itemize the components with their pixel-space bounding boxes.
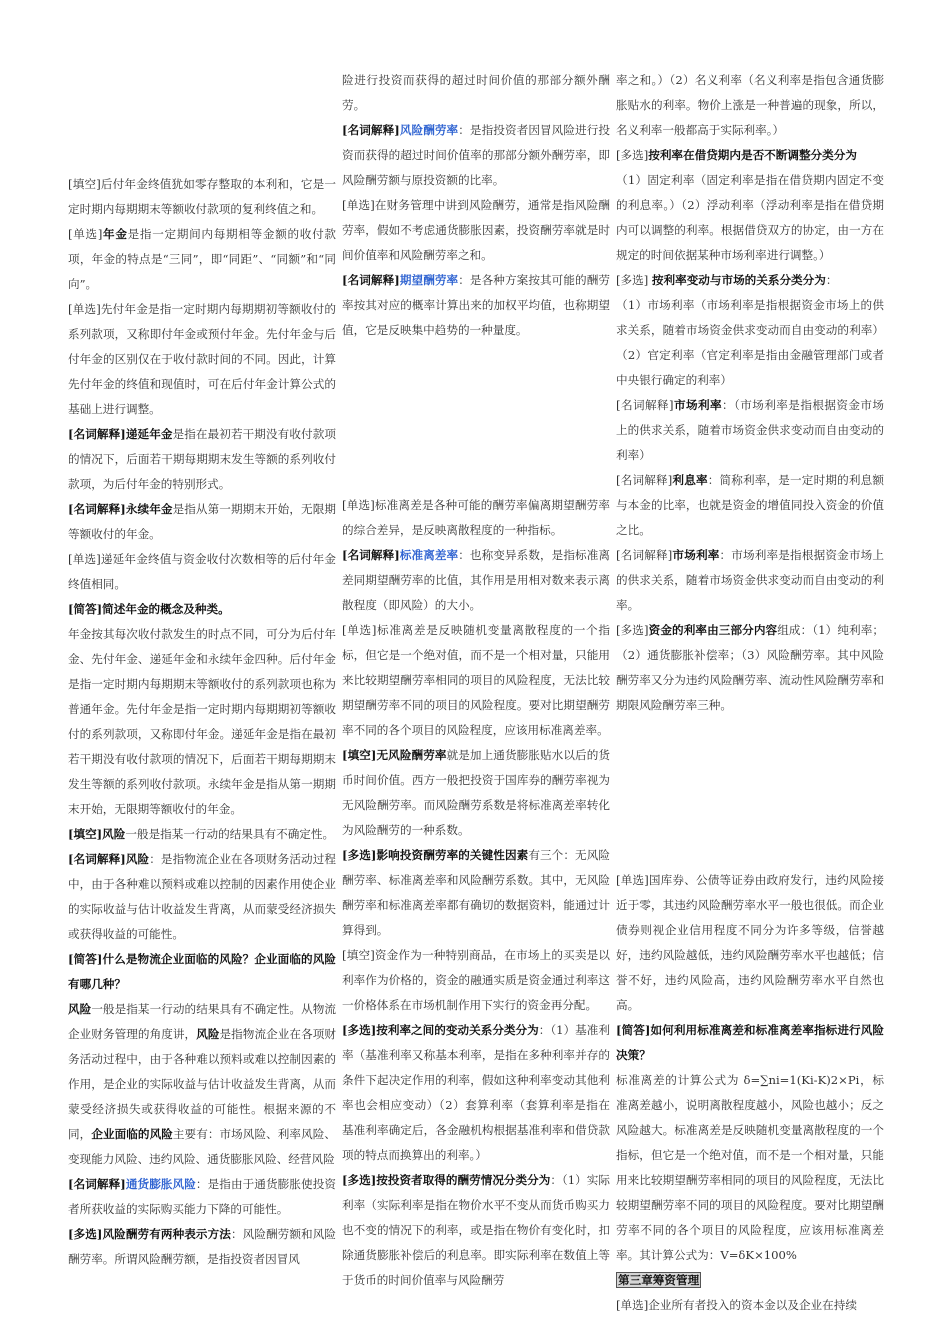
entry-paragraph xyxy=(68,172,336,222)
entry-text: [单选]递延年金终值与资金收付次数相等的后付年金终值相同。 xyxy=(68,552,336,591)
entry-text: ：（1）基准利率（基准利率又称基本利率，是指在多种利率并存的条件下起决定作用的利率，假如这种利率变动其他利率也会相应变动）（2）套算利率（套算利率是指在基准利率确定后，各金融机构根据基准利率和借贷款项的特点而换算出的利率。） xyxy=(342,1023,610,1162)
entry-tag: [名词解释] xyxy=(342,273,400,287)
entry-paragraph xyxy=(342,493,610,543)
entry-tag: [名词解释] xyxy=(342,548,400,562)
entry-text: 标准离差的计算公式为 δ=∑ni=1(Ki-K)2×Pi，标准离差越小，说明离散程度越小，风险也越小；反之风险越大。标准离差是反映随机变量离散程度的一个指标，但它是一个绝对值，而不是一个相对量，只能用来比较期望酬劳率相同的项目的风险程度，无法比较期望酬劳率不同的项目的风险程度。要对比期望酬劳率不同的各个项目的风险程度，应该用标准离差率。其计算公式为：V=δK×100% xyxy=(616,1073,884,1262)
text-column-left xyxy=(68,172,336,1272)
text-column-right xyxy=(616,68,884,1318)
entry-paragraph xyxy=(68,1172,336,1222)
entry-text: （1）固定利率（固定利率是指在借贷期内固定不变的利息率。）（2）浮动利率（浮动利率是指在借贷期内可以调整的利率。根据借贷双方的协定，由一方在规定的时间依据某种市场利率进行调整。） xyxy=(616,173,884,262)
entry-paragraph xyxy=(68,297,336,422)
entry-paragraph xyxy=(616,468,884,543)
entry-text: [多选] xyxy=(616,148,649,162)
entry-paragraph xyxy=(68,597,336,622)
entry-text: [名词解释] xyxy=(616,473,673,487)
entry-text: （1）市场利率（市场利率是指根据资金市场上的供求关系，随着市场资金供求变动而自由变动的利率）（2）官定利率（官定利率是指由金融管理部门或者中央银行确定的利率） xyxy=(616,298,884,387)
entry-text: [名词解释] xyxy=(616,398,674,412)
entry-text: 率之和。）（2）名义利率（名义利率是指包含通货膨胀贴水的利率。物价上涨是一种普遍的现象，所以，名义利率一般都高于实际利率。） xyxy=(616,73,884,137)
entry-paragraph xyxy=(616,618,884,718)
term-highlight: 永续年金 xyxy=(125,502,173,516)
entry-paragraph xyxy=(342,843,610,943)
entry-paragraph xyxy=(342,68,610,118)
entry-paragraph xyxy=(68,622,336,822)
entry-paragraph xyxy=(616,268,884,293)
entry-paragraph xyxy=(68,222,336,297)
entry-text: ：（1）实际利率（实际利率是指在物价水平不变从而货币购买力也不变的情况下的利率，或是指在物价有变化时，扣除通货膨胀补偿后的利息率。即实际利率在数值上等于货币的时间价值率与风险酬劳 xyxy=(342,1173,610,1287)
entry-paragraph xyxy=(68,997,336,1172)
entry-paragraph xyxy=(68,1222,336,1272)
entry-paragraph xyxy=(616,1268,884,1293)
term-highlight: 按利率变动与市场的关系分类分为 xyxy=(651,273,826,287)
entry-text: [多选] xyxy=(616,623,649,637)
entry-paragraph xyxy=(68,947,336,997)
entry-text: [名词解释] xyxy=(616,548,673,562)
entry-text: [填空]后付年金终值犹如零存整取的本利和，它是一定时期内每期期末等额收付款项的复利终值之和。 xyxy=(68,177,336,216)
entry-text: ：是指由于通货膨胀使投资者所获收益的实际购买能力下降的可能性。 xyxy=(68,1177,336,1216)
entry-paragraph xyxy=(342,193,610,268)
entry-text: 主要有：市场风险、利率风险、变现能力风险、违约风险、通货膨胀风险、经营风险 xyxy=(68,1127,336,1166)
entry-paragraph xyxy=(616,1018,884,1068)
term-highlight: 风险 xyxy=(196,1027,220,1041)
entry-text: [单选] xyxy=(68,227,103,241)
entry-text: 是指从第一期期末开始，无限期等额收付的年金。 xyxy=(68,502,336,541)
term-highlight: 期望酬劳率 xyxy=(399,273,459,287)
entry-paragraph xyxy=(68,497,336,547)
term-highlight: [多选]按利率之间的变动关系分类分为 xyxy=(342,1023,539,1037)
column-gap xyxy=(616,718,884,868)
term-highlight: 风险 xyxy=(102,827,126,841)
term-highlight: 递延年金 xyxy=(125,427,173,441)
term-highlight: [多选]影响投资酬劳率的关键性因素 xyxy=(342,848,529,862)
entry-paragraph xyxy=(616,393,884,468)
entry-text: [单选]先付年金是指一定时期内每期期初等额收付的系列款项，又称即付年金或预付年金。先付年金与后付年金的区别仅在于收付款时间的不同。因此，计算先付年金的终值和现值时，可在后付年金计算公式的基础上进行调整。 xyxy=(68,302,336,416)
entry-tag: [名词解释] xyxy=(68,427,126,441)
entry-paragraph xyxy=(616,1068,884,1268)
entry-text: 一般是指某一行动的结果具有不确定性。 xyxy=(125,827,335,841)
term-highlight: [简答]如何利用标准离差和标准离差率指标进行风险决策？ xyxy=(616,1023,884,1062)
term-highlight: [多选]风险酬劳有两种表示方法 xyxy=(68,1227,231,1241)
entry-text: 组成：（1）纯利率；（2）通货膨胀补偿率；（3）风险酬劳率。其中风险酬劳率又分为违约风险酬劳率、流动性风险酬劳率和期限风险酬劳率三种。 xyxy=(616,623,885,712)
entry-paragraph xyxy=(616,143,884,168)
entry-text: 就是加上通货膨胀贴水以后的货币时间价值。西方一般把投资于国库券的酬劳率视为无风险酬劳率。而风险酬劳系数是将标准离差率转化为风险酬劳的一种系数。 xyxy=(342,748,610,837)
entry-paragraph xyxy=(342,743,610,843)
term-highlight: 风险 xyxy=(68,1002,92,1016)
entry-text: 年金按其每次收付款发生的时点不同，可分为后付年金、先付年金、递延年金和永续年金四种。后付年金是指一定时期内每期期末等额收付的系列款项也称为普通年金。先付年金是指一定时期内每期期初等额收付的系列款项，又称即付年金。递延年金是指在最初若干期没有收付款项的情况下，后面若干期每期期末发生等额的系列收付款项。永续年金是指从第一期期末开始，无限期等额收付的年金。 xyxy=(68,627,336,816)
entry-text: ： xyxy=(825,273,838,287)
term-highlight: 利息率 xyxy=(672,473,708,487)
chapter-heading: 第三章筹资管理 xyxy=(618,1273,700,1287)
term-highlight: [填空]无风险酬劳率 xyxy=(342,748,447,762)
entry-text: [填空]资金作为一种特别商品，在市场上的买卖是以利率作为价格的，资金的融通实质是资金通过利率这一价格体系在市场机制作用下实行的资金再分配。 xyxy=(342,948,610,1012)
text-column-middle xyxy=(342,68,610,1293)
entry-paragraph xyxy=(68,847,336,947)
entry-text: [单选]企业所有者投入的资本金以及企业在持续 xyxy=(616,1298,857,1312)
column-gap xyxy=(342,343,610,493)
term-highlight: 年金 xyxy=(102,227,128,241)
entry-text: [多选] xyxy=(616,273,652,287)
term-highlight: 资金的利率由三部分内容 xyxy=(648,623,778,637)
entry-text: ：是各种方案按其可能的酬劳率按其对应的概率计算出来的加权平均值，也称期望值，它是反映集中趋势的一种量度。 xyxy=(342,273,610,337)
entry-paragraph xyxy=(68,422,336,497)
term-highlight: 通货膨胀风险 xyxy=(125,1177,196,1191)
entry-text: ：简称利率，是一定时期的利息额与本金的比率，也就是资金的增值同投入资金的价值之比。 xyxy=(616,473,884,537)
entry-paragraph xyxy=(68,822,336,847)
entry-text: ：是指物流企业在各项财务活动过程中，由于各种难以预料或难以控制的因素作用使企业的实际收益与估计收益发生背离，从而蒙受经济损失或获得收益的可能性。 xyxy=(68,852,336,941)
entry-paragraph xyxy=(342,618,610,743)
entry-text: ：（市场利率是指根据资金市场上的供求关系，随着市场资金供求变动而自由变动的利率） xyxy=(616,398,884,462)
entry-paragraph xyxy=(342,118,610,193)
entry-tag: [名词解释] xyxy=(342,123,400,137)
term-highlight: [简答]什么是物流企业面临的风险？企业面临的风险有哪几种？ xyxy=(68,952,336,991)
entry-text: [单选]国库券、公债等证券由政府发行，违约风险接近于零，其违约风险酬劳率水平一般也很低。而企业债券则视企业信用程度不同分为许多等级，信誉越好，违约风险越低，违约风险酬劳率水平也越低；信誉不好，违约风险高，违约风险酬劳率水平自然也高。 xyxy=(616,873,884,1012)
term-highlight: 风险 xyxy=(125,852,150,866)
entry-text: 险进行投资而获得的超过时间价值的那部分额外酬劳。 xyxy=(342,73,610,112)
entry-paragraph xyxy=(616,543,884,618)
entry-text: ：市场利率是指根据资金市场上的供求关系，随着市场资金供求变动而自由变动的利率。 xyxy=(616,548,884,612)
entry-text: [单选]标准离差是反映随机变量离散程度的一个指标，但它是一个绝对值，而不是一个相对量，只能用来比较期望酬劳率相同的项目的风险程度，无法比较期望酬劳率不同的项目的风险程度。要对比期望酬劳率不同的各个项目的风险程度，应该用标准离差率。 xyxy=(342,623,610,737)
entry-tag: [名词解释] xyxy=(68,502,126,516)
entry-paragraph xyxy=(616,68,884,143)
entry-text: ：是指投资者因冒风险进行投资而获得的超过时间价值率的那部分额外酬劳率，即风险酬劳额与原投资额的比率。 xyxy=(342,123,610,187)
entry-paragraph xyxy=(342,268,610,343)
entry-paragraph xyxy=(616,168,884,268)
entry-paragraph xyxy=(616,868,884,1018)
term-highlight: [多选]按投资者取得的酬劳情况分类分为 xyxy=(342,1173,551,1187)
entry-paragraph xyxy=(342,543,610,618)
entry-paragraph xyxy=(342,1168,610,1293)
term-highlight: 风险酬劳率 xyxy=(399,123,459,137)
term-highlight: 标准离差率 xyxy=(399,548,459,562)
entry-text: [单选]在财务管理中讲到风险酬劳，通常是指风险酬劳率，假如不考虑通货膨胀因素，投资酬劳率就是时间价值率和风险酬劳率之和。 xyxy=(342,198,610,262)
term-highlight: 市场利率 xyxy=(673,398,723,412)
entry-text: ：风险酬劳额和风险酬劳率。所谓风险酬劳额，是指投资者因冒风 xyxy=(68,1227,336,1266)
entry-text: [单选]标准离差是各种可能的酬劳率偏离期望酬劳率的综合差异，是反映离散程度的一种指标。 xyxy=(342,498,610,537)
term-highlight: 按利率在借贷期内是否不断调整分类分为 xyxy=(648,148,857,162)
entry-text: 是指一定期间内每期相等金额的收付款项，年金的特点是“三同”，即“同距”、“同额”和“同向”。 xyxy=(68,227,336,291)
term-highlight: 市场利率 xyxy=(672,548,720,562)
entry-paragraph xyxy=(68,547,336,597)
entry-paragraph xyxy=(616,293,884,393)
entry-paragraph xyxy=(616,1293,884,1318)
entry-tag: [名词解释] xyxy=(68,1177,126,1191)
entry-text: 是指在最初若干期没有收付款项的情况下，后面若干期每期期末发生等额的系列收付款项，为后付年金的特别形式。 xyxy=(68,427,336,491)
entry-text: ：也称变异系数，是指标准离差同期望酬劳率的比值，其作用是用相对数来表示离散程度（即风险）的大小。 xyxy=(342,548,610,612)
entry-tag: [名词解释] xyxy=(68,852,126,866)
entry-text: 有三个：无风险酬劳率、标准离差率和风险酬劳系数。其中，无风险酬劳率和标准离差率都有确切的数据资料，能通过计算得到。 xyxy=(342,848,610,937)
entry-paragraph xyxy=(342,1018,610,1168)
entry-text: 是指物流企业在各项财务活动过程中，由于各种难以预料或难以控制因素的作用，是企业的实际收益与估计收益发生背离，从而蒙受经济损失或获得收益的可能性。根据来源的不同， xyxy=(68,1027,336,1141)
entry-tag: [填空] xyxy=(68,827,103,841)
term-highlight: 企业面临的风险 xyxy=(91,1127,173,1141)
entry-paragraph xyxy=(342,943,610,1018)
term-highlight: [简答]简述年金的概念及种类。 xyxy=(68,602,230,616)
entry-text: 一般是指某一行动的结果具有不确定性。从物流企业财务管理的角度讲， xyxy=(68,1002,336,1041)
